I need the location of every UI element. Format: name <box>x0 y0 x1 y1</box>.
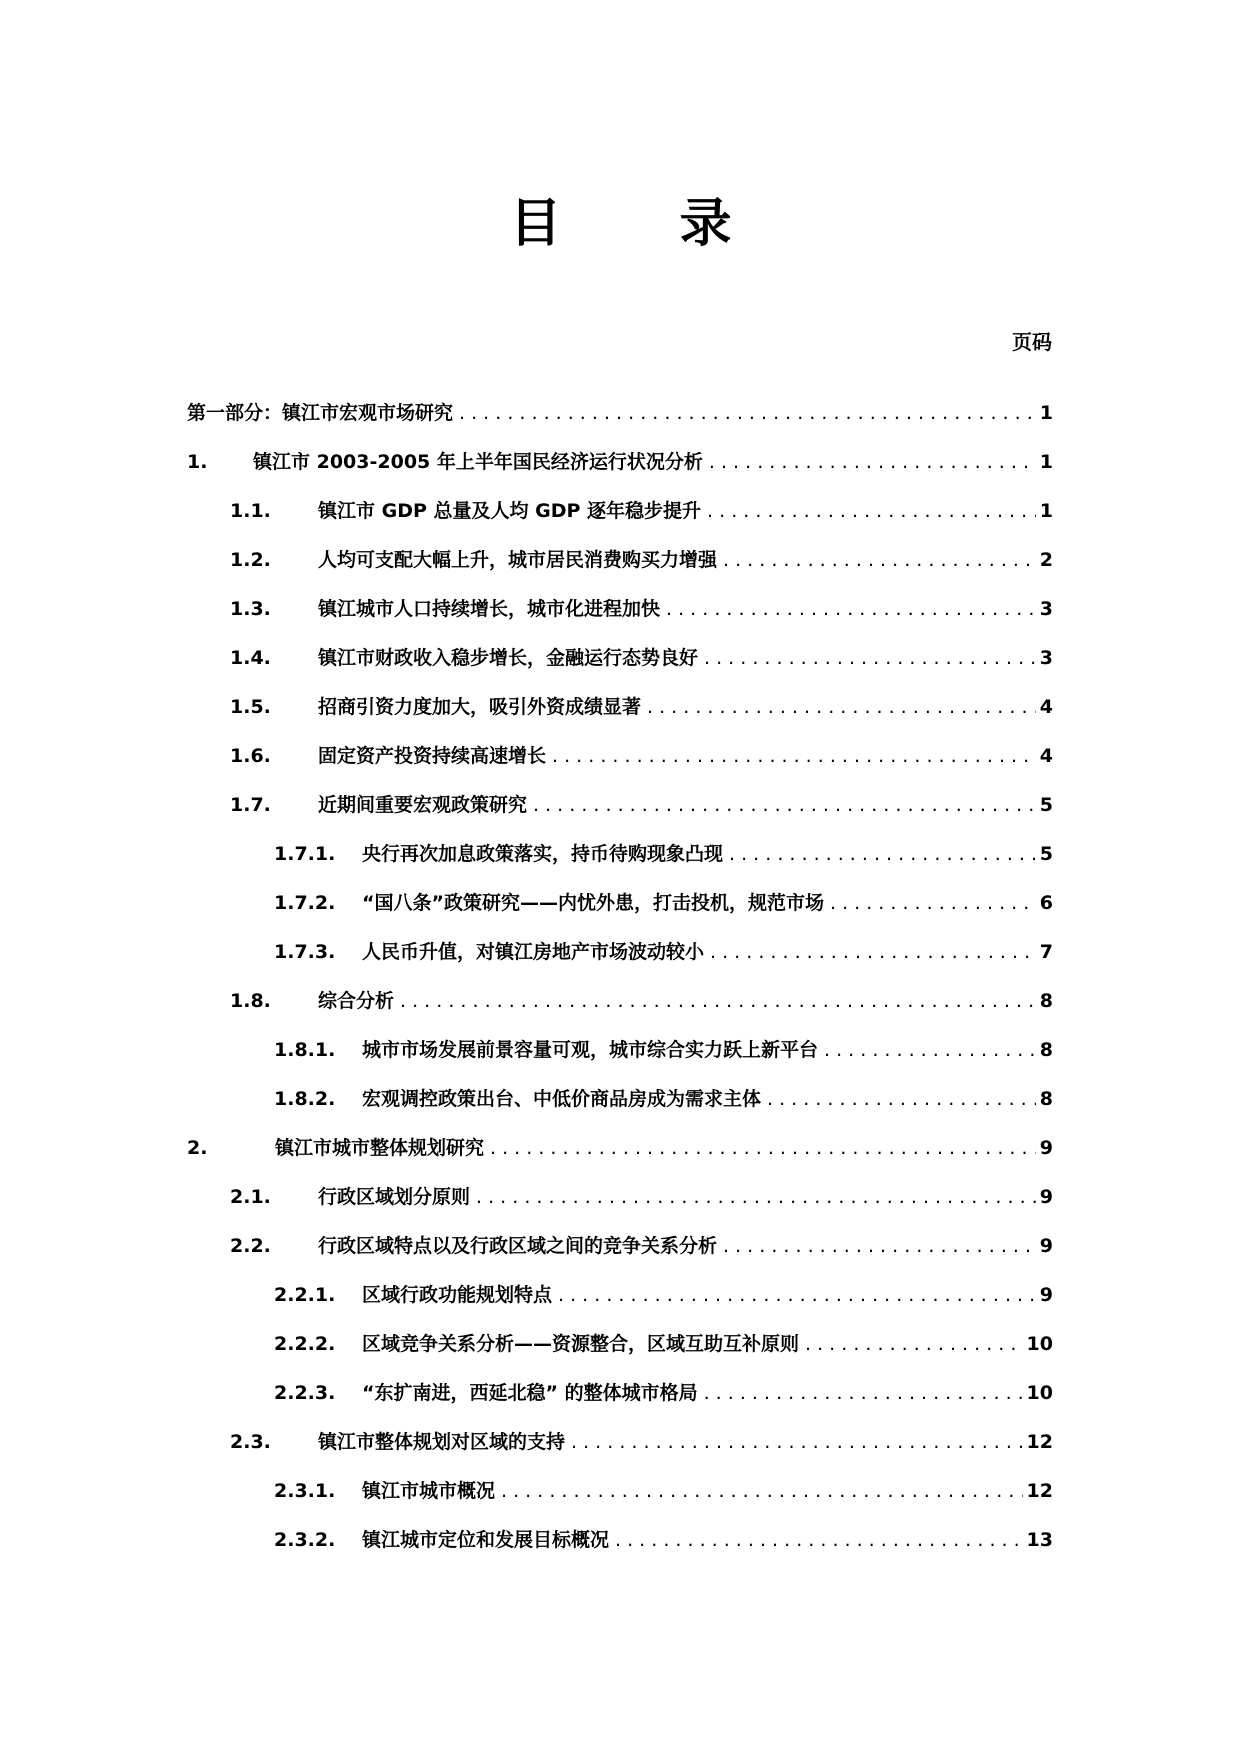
table-of-contents <box>187 404 1053 1580</box>
toc-entry-label: 央行再次加息政策落实，持币待购现象凸现 <box>362 843 724 865</box>
toc-entry[interactable] <box>187 453 1053 502</box>
toc-entry-label: 近期间重要宏观政策研究 <box>318 794 528 816</box>
toc-entry-label: 镇江市城市概况 <box>362 1480 496 1502</box>
toc-dot-leader <box>571 1433 1023 1452</box>
toc-entry-number: 2.3.2. <box>274 1529 336 1551</box>
toc-entry-page: 9 <box>1039 1137 1053 1159</box>
toc-entry-page: 12 <box>1026 1431 1053 1453</box>
toc-entry-page: 2 <box>1039 549 1053 571</box>
toc-dot-leader <box>710 943 1036 962</box>
page-number-header: 页码 <box>1012 330 1052 354</box>
toc-entry-page: 3 <box>1039 598 1053 620</box>
toc-entry-label: 区域竞争关系分析——资源整合，区域互助互补原则 <box>362 1333 800 1355</box>
toc-entry[interactable] <box>187 796 1053 845</box>
toc-entry-number: 1.6. <box>230 745 271 767</box>
toc-dot-leader <box>830 894 1036 913</box>
toc-entry-page: 6 <box>1039 892 1053 914</box>
toc-dot-leader <box>501 1482 1023 1501</box>
toc-entry-page: 1 <box>1039 500 1053 522</box>
toc-entry[interactable] <box>187 1482 1053 1531</box>
toc-entry[interactable] <box>187 1139 1053 1188</box>
toc-entry-page: 9 <box>1039 1284 1053 1306</box>
toc-dot-leader <box>707 502 1036 521</box>
toc-dot-leader <box>558 1286 1036 1305</box>
toc-entry-label: 区域行政功能规划特点 <box>362 1284 553 1306</box>
toc-entry-label: 城市市场发展前景容量可观，城市综合实力跃上新平台 <box>362 1039 819 1061</box>
toc-dot-leader <box>476 1188 1036 1207</box>
toc-entry-label: 人民币升值，对镇江房地产市场波动较小 <box>362 941 705 963</box>
toc-dot-leader <box>533 796 1036 815</box>
toc-entry-number: 1.2. <box>230 549 271 571</box>
toc-dot-leader <box>824 1041 1036 1060</box>
toc-entry-page: 5 <box>1039 794 1053 816</box>
toc-entry-number: 1.1. <box>230 500 271 522</box>
toc-dot-leader <box>459 404 1036 423</box>
toc-entry[interactable] <box>187 992 1053 1041</box>
toc-entry-number: 2.2.2. <box>274 1333 336 1355</box>
toc-entry[interactable] <box>187 1433 1053 1482</box>
toc-entry-page: 8 <box>1039 990 1053 1012</box>
toc-entry[interactable] <box>187 943 1053 992</box>
toc-title: 目 录 <box>509 194 782 254</box>
toc-entry-page: 13 <box>1026 1529 1053 1551</box>
toc-entry-page: 8 <box>1039 1088 1053 1110</box>
toc-entry[interactable] <box>187 1384 1053 1433</box>
toc-entry-number: 1.5. <box>230 696 271 718</box>
toc-entry-number: 2.2.3. <box>274 1382 336 1404</box>
toc-entry-page: 8 <box>1039 1039 1053 1061</box>
toc-dot-leader <box>723 1237 1036 1256</box>
toc-entry[interactable] <box>187 894 1053 943</box>
toc-entry-label: 人均可支配大幅上升，城市居民消费购买力增强 <box>318 549 718 571</box>
toc-dot-leader <box>729 845 1036 864</box>
toc-dot-leader <box>615 1531 1023 1550</box>
toc-dot-leader <box>709 453 1036 472</box>
toc-entry-page: 7 <box>1039 941 1053 963</box>
toc-entry-label: 第一部分：镇江市宏观市场研究 <box>187 402 454 424</box>
toc-entry-number: 1.7.1. <box>274 843 336 865</box>
toc-entry[interactable] <box>187 600 1053 649</box>
toc-entry-label: “国八条”政策研究——内忧外患，打击投机，规范市场 <box>362 892 824 914</box>
toc-entry[interactable] <box>187 1286 1053 1335</box>
toc-entry-page: 1 <box>1039 402 1053 424</box>
toc-entry-page: 5 <box>1039 843 1053 865</box>
toc-entry-page: 1 <box>1039 451 1053 473</box>
toc-entry-label: 固定资产投资持续高速增长 <box>318 745 547 767</box>
toc-entry-label: 行政区域特点以及行政区域之间的竞争关系分析 <box>318 1235 718 1257</box>
toc-entry[interactable] <box>187 1531 1053 1580</box>
toc-entry[interactable] <box>187 845 1053 894</box>
toc-dot-leader <box>647 698 1036 717</box>
toc-entry-number: 1.8.2. <box>274 1088 336 1110</box>
toc-entry-number: 2.1. <box>230 1186 271 1208</box>
toc-entry-label: 镇江市整体规划对区域的支持 <box>318 1431 566 1453</box>
toc-dot-leader <box>704 1384 1023 1403</box>
toc-entry[interactable] <box>187 1188 1053 1237</box>
toc-entry-page: 10 <box>1026 1333 1053 1355</box>
toc-entry[interactable] <box>187 404 1053 453</box>
toc-entry-label: “东扩南进，西延北稳” 的整体城市格局 <box>362 1382 698 1404</box>
toc-dot-leader <box>767 1090 1036 1109</box>
toc-entry-page: 9 <box>1039 1235 1053 1257</box>
toc-entry-number: 2.2. <box>230 1235 271 1257</box>
toc-entry-label: 镇江城市定位和发展目标概况 <box>362 1529 610 1551</box>
toc-entry-number: 2.3.1. <box>274 1480 336 1502</box>
toc-entry-number: 2. <box>187 1137 208 1159</box>
toc-entry-number: 1.4. <box>230 647 271 669</box>
toc-dot-leader <box>805 1335 1023 1354</box>
toc-dot-leader <box>704 649 1036 668</box>
toc-entry[interactable] <box>187 698 1053 747</box>
toc-entry-label: 镇江市 GDP 总量及人均 GDP 逐年稳步提升 <box>318 500 702 522</box>
toc-entry-number: 1.7.2. <box>274 892 336 914</box>
toc-entry-page: 10 <box>1026 1382 1053 1404</box>
toc-entry-label: 镇江城市人口持续增长，城市化进程加快 <box>318 598 661 620</box>
toc-dot-leader <box>552 747 1036 766</box>
toc-entry-number: 1.8. <box>230 990 271 1012</box>
toc-entry-label: 宏观调控政策出台、中低价商品房成为需求主体 <box>362 1088 762 1110</box>
toc-entry[interactable] <box>187 1041 1053 1090</box>
toc-entry[interactable] <box>187 1090 1053 1139</box>
toc-entry-page: 3 <box>1039 647 1053 669</box>
toc-entry-label: 镇江市城市整体规划研究 <box>275 1137 485 1159</box>
toc-dot-leader <box>723 551 1036 570</box>
toc-entry-number: 1. <box>187 451 208 473</box>
toc-dot-leader <box>666 600 1036 619</box>
toc-entry-label: 招商引资力度加大，吸引外资成绩显著 <box>318 696 642 718</box>
toc-entry-number: 2.3. <box>230 1431 271 1453</box>
toc-entry-page: 12 <box>1026 1480 1053 1502</box>
toc-entry[interactable] <box>187 1335 1053 1384</box>
toc-entry[interactable] <box>187 747 1053 796</box>
toc-entry-number: 1.7. <box>230 794 271 816</box>
toc-dot-leader <box>400 992 1036 1011</box>
toc-dot-leader <box>490 1139 1036 1158</box>
toc-entry[interactable] <box>187 502 1053 551</box>
toc-entry-page: 4 <box>1039 696 1053 718</box>
toc-entry-number: 1.8.1. <box>274 1039 336 1061</box>
toc-entry[interactable] <box>187 649 1053 698</box>
toc-entry-label: 镇江市财政收入稳步增长，金融运行态势良好 <box>318 647 699 669</box>
toc-entry-label: 综合分析 <box>318 990 395 1012</box>
toc-entry-number: 1.7.3. <box>274 941 336 963</box>
toc-entry[interactable] <box>187 551 1053 600</box>
toc-entry-label: 行政区域划分原则 <box>318 1186 471 1208</box>
toc-entry-number: 1.3. <box>230 598 271 620</box>
toc-entry-page: 4 <box>1039 745 1053 767</box>
toc-entry-page: 9 <box>1039 1186 1053 1208</box>
toc-entry[interactable] <box>187 1237 1053 1286</box>
toc-entry-number: 2.2.1. <box>274 1284 336 1306</box>
toc-entry-label: 镇江市 2003-2005 年上半年国民经济运行状况分析 <box>253 451 703 473</box>
